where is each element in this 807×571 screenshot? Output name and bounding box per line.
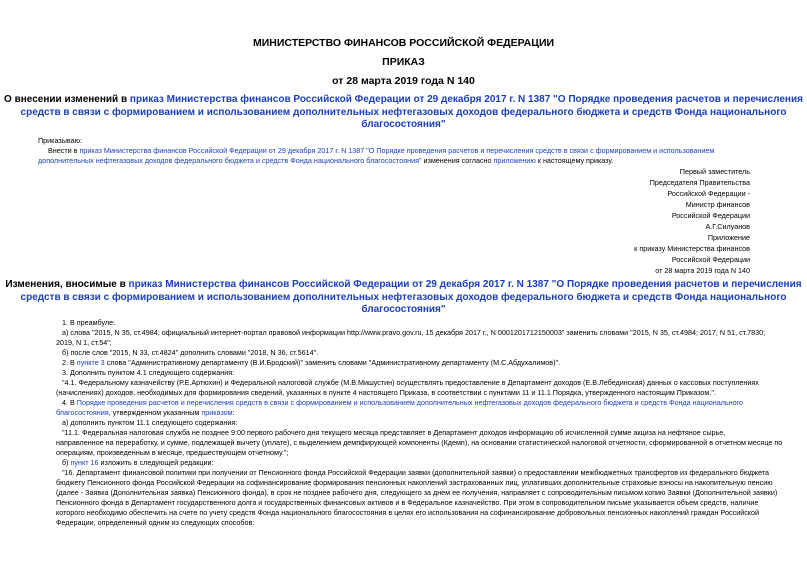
signature-line-1: Первый заместитель <box>679 167 750 176</box>
item-4 <box>62 398 743 407</box>
order-text: Внести в <box>48 146 80 155</box>
item-16-text-cont3: Пенсионного фонда в Департамент государственного долга и государственных финансовых активов и в Федеральное казначейство. При этом в сопроводительном письме указывается объем средств, наличие <box>56 498 759 507</box>
doc-date-number: от 28 марта 2019 года N 140 <box>332 75 475 87</box>
signature-line-4: Министр финансов <box>685 200 750 209</box>
item-3-text: "4.1. Федеральному казначейству (Р.Е.Артюхин) и Федеральной налоговой службе (М.В.Мишустин) осуществлять предоставление в Департамент доходов (Е.В.Лебединская) данных о кассовых поступлениях <box>62 378 759 387</box>
signature-line-2: Председателя Правительства <box>649 178 750 187</box>
item-1a-cont: 2019, N 1, ст.54"; <box>56 338 112 347</box>
item-16-text-cont2: (далее - Заявка (Дополнительная заявка) Пенсионного фонда), в срок не позднее рабочего дня, следующего за днем ее получения, направляет с сопроводительным письмом копию Заявки (Дополнительной заявки) <box>56 488 778 497</box>
signature-line-5: Российской Федерации <box>671 211 750 220</box>
order-link[interactable]: приказ Министерства финансов Российской Федерации от 29 декабря 2017 г. N 1387 "О Порядке проведения расчетов и перечисления средств в связи с формированием и использованием <box>79 146 715 155</box>
appendix-line-3: Российской Федерации <box>671 255 750 264</box>
item-1b: б) после слов "2015, N 33, ст.4824" дополнить словами "2018, N 36, ст.5614". <box>62 348 319 357</box>
item-16-text: "16. Департамент финансовой политики при получении от Пенсионного фонда Российской Федерации заявки (дополнительной заявки) о предоставлении межбюджетных трансфертов из федерального бюджета <box>62 468 769 477</box>
item-2-post: слова "Административному департаменту (В.И.Бродский)" заменить словами "Административному департаменту (М.С.Абдухалимов)". <box>104 358 561 367</box>
item-4a-text: "11.1. Федеральная налоговая служба не позднее 9:00 первого рабочего дня текущего месяца представляет в Департамент доходов информацию об исчисленной сумме акциза на нефтяное сырье, <box>62 428 726 437</box>
item-2 <box>62 358 560 367</box>
item-4-link-cont[interactable]: благосостояния <box>56 408 109 417</box>
item-4-cont <box>56 408 235 417</box>
item-16-text-cont5: Федерации, определенный одним из следующих способов: <box>56 518 255 527</box>
item-16-text-cont1: бюджету Пенсионного фонда Российской Федерации на софинансирование формирования пенсионных накоплений застрахованных лиц, уплативших дополнительные страховые взносы на накопительную пенсию <box>56 478 773 487</box>
item-4a-text-cont2: операциям, произведенным в месяце, предшествующем отчетному."; <box>56 448 289 457</box>
item-1a: а) слова "2015, N 35, ст.4984; официальный интернет-портал правовой информации http://www.pravo.gov.ru, 15 декабря 2017 г., N 0001201712150003" заменить словами "2015, N 35, ст.4984; 2017, N 51, ст.7830; <box>62 328 766 337</box>
item-3: 3. Дополнить пунктом 4.1 следующего содержания: <box>62 368 235 377</box>
order-ref-link[interactable]: приказом <box>201 408 233 417</box>
changes-title-link-line2[interactable]: средств в связи с формированием и использованием дополнительных нефтегазовых доходов федерального бюджета и средств Фонда национального <box>20 291 787 303</box>
order-intro: Приказываю: <box>38 136 82 145</box>
item-4-end: : <box>232 408 235 417</box>
signature-name: А.Г.Силуанов <box>705 222 750 231</box>
appendix-link[interactable]: приложению <box>493 156 536 165</box>
item-2-pre: 2. В <box>62 358 77 367</box>
item-4b-post: изложить в следующей редакции: <box>98 458 214 467</box>
doc-title-link[interactable]: приказ Министерства финансов Российской Федерации от 29 декабря 2017 г. N 1387 "О Порядке проведения расчетов и перечисления <box>129 94 803 105</box>
doc-title-link-line2[interactable]: средств в связи с формированием и использованием дополнительных нефтегазовых доходов федерального бюджета и средств Фонда национального <box>20 106 787 118</box>
doc-title <box>0 94 807 132</box>
item-4a-text-cont1: направленное на переработку, и сумме, подлежащей вычету (уплате), с выделением демпфирующей компоненты (Кдемп), на основании статистической налоговой отчетности, сформированной в отчетном месяце по <box>56 438 783 447</box>
doc-title-prefix: О внесении изменений в <box>4 94 130 105</box>
item-4a: а) дополнить пунктом 11.1 следующего содержания: <box>62 418 238 427</box>
order-paragraph-line1 <box>48 146 714 155</box>
appendix-label: Приложение <box>707 233 750 242</box>
appendix-date: от 28 марта 2019 года N 140 <box>655 266 750 275</box>
signature-line-3: Российской Федерации - <box>667 189 750 198</box>
order-link-line2[interactable]: дополнительных нефтегазовых доходов федерального бюджета и средств Фонда национального благосостояния" <box>38 156 422 165</box>
order-text-end: к настоящему приказу. <box>535 156 614 165</box>
item-4-link[interactable]: Порядке проведения расчетов и перечисления средств в связи с формированием и использованием дополнительных нефтегазовых доходов федерального бюджета и средств Фонда национального <box>76 398 744 407</box>
item-4b-link[interactable]: пункт 16 <box>70 458 99 467</box>
item-4b <box>62 458 214 467</box>
item-1: 1. В преамбуле: <box>62 318 116 327</box>
appendix-line-2: к приказу Министерства финансов <box>634 244 750 253</box>
doc-title-link-line3[interactable]: благосостояния" <box>361 119 446 130</box>
changes-title <box>0 279 807 317</box>
item-4-pre: 4. В <box>62 398 77 407</box>
item-16-text-cont4: которого необходимо обеспечить на счете по учету средств Фонда национального благосостояния в целях его использования на софинансирование добровольных пенсионных накоплений граждан Российской <box>56 508 760 517</box>
doc-type-heading: ПРИКАЗ <box>382 56 425 68</box>
changes-title-link[interactable]: приказ Министерства финансов Российской Федерации от 29 декабря 2017 г. N 1387 "О Порядке проведения расчетов и перечисления <box>128 279 802 290</box>
ministry-heading: МИНИСТЕРСТВО ФИНАНСОВ РОССИЙСКОЙ ФЕДЕРАЦИИ <box>252 37 555 49</box>
changes-title-prefix: Изменения, вносимые в <box>5 279 129 290</box>
order-paragraph-line2 <box>38 156 613 165</box>
item-2-link[interactable]: пункте 3 <box>76 358 105 367</box>
item-4b-pre: б) <box>62 458 71 467</box>
item-3-text-cont: (начислениях) доходов, необходимых для формирования сведений, указанных в пункте 4 настоящего Приказа, в соответствии с пунктами 11 и 11.1 Порядка, утвержденного настоящим Приказом.". <box>56 388 716 397</box>
order-text-mid: изменения согласно <box>421 156 494 165</box>
item-4-mid: , утвержденном указанным <box>108 408 202 417</box>
changes-title-link-line3[interactable]: благосостояния" <box>361 304 446 315</box>
